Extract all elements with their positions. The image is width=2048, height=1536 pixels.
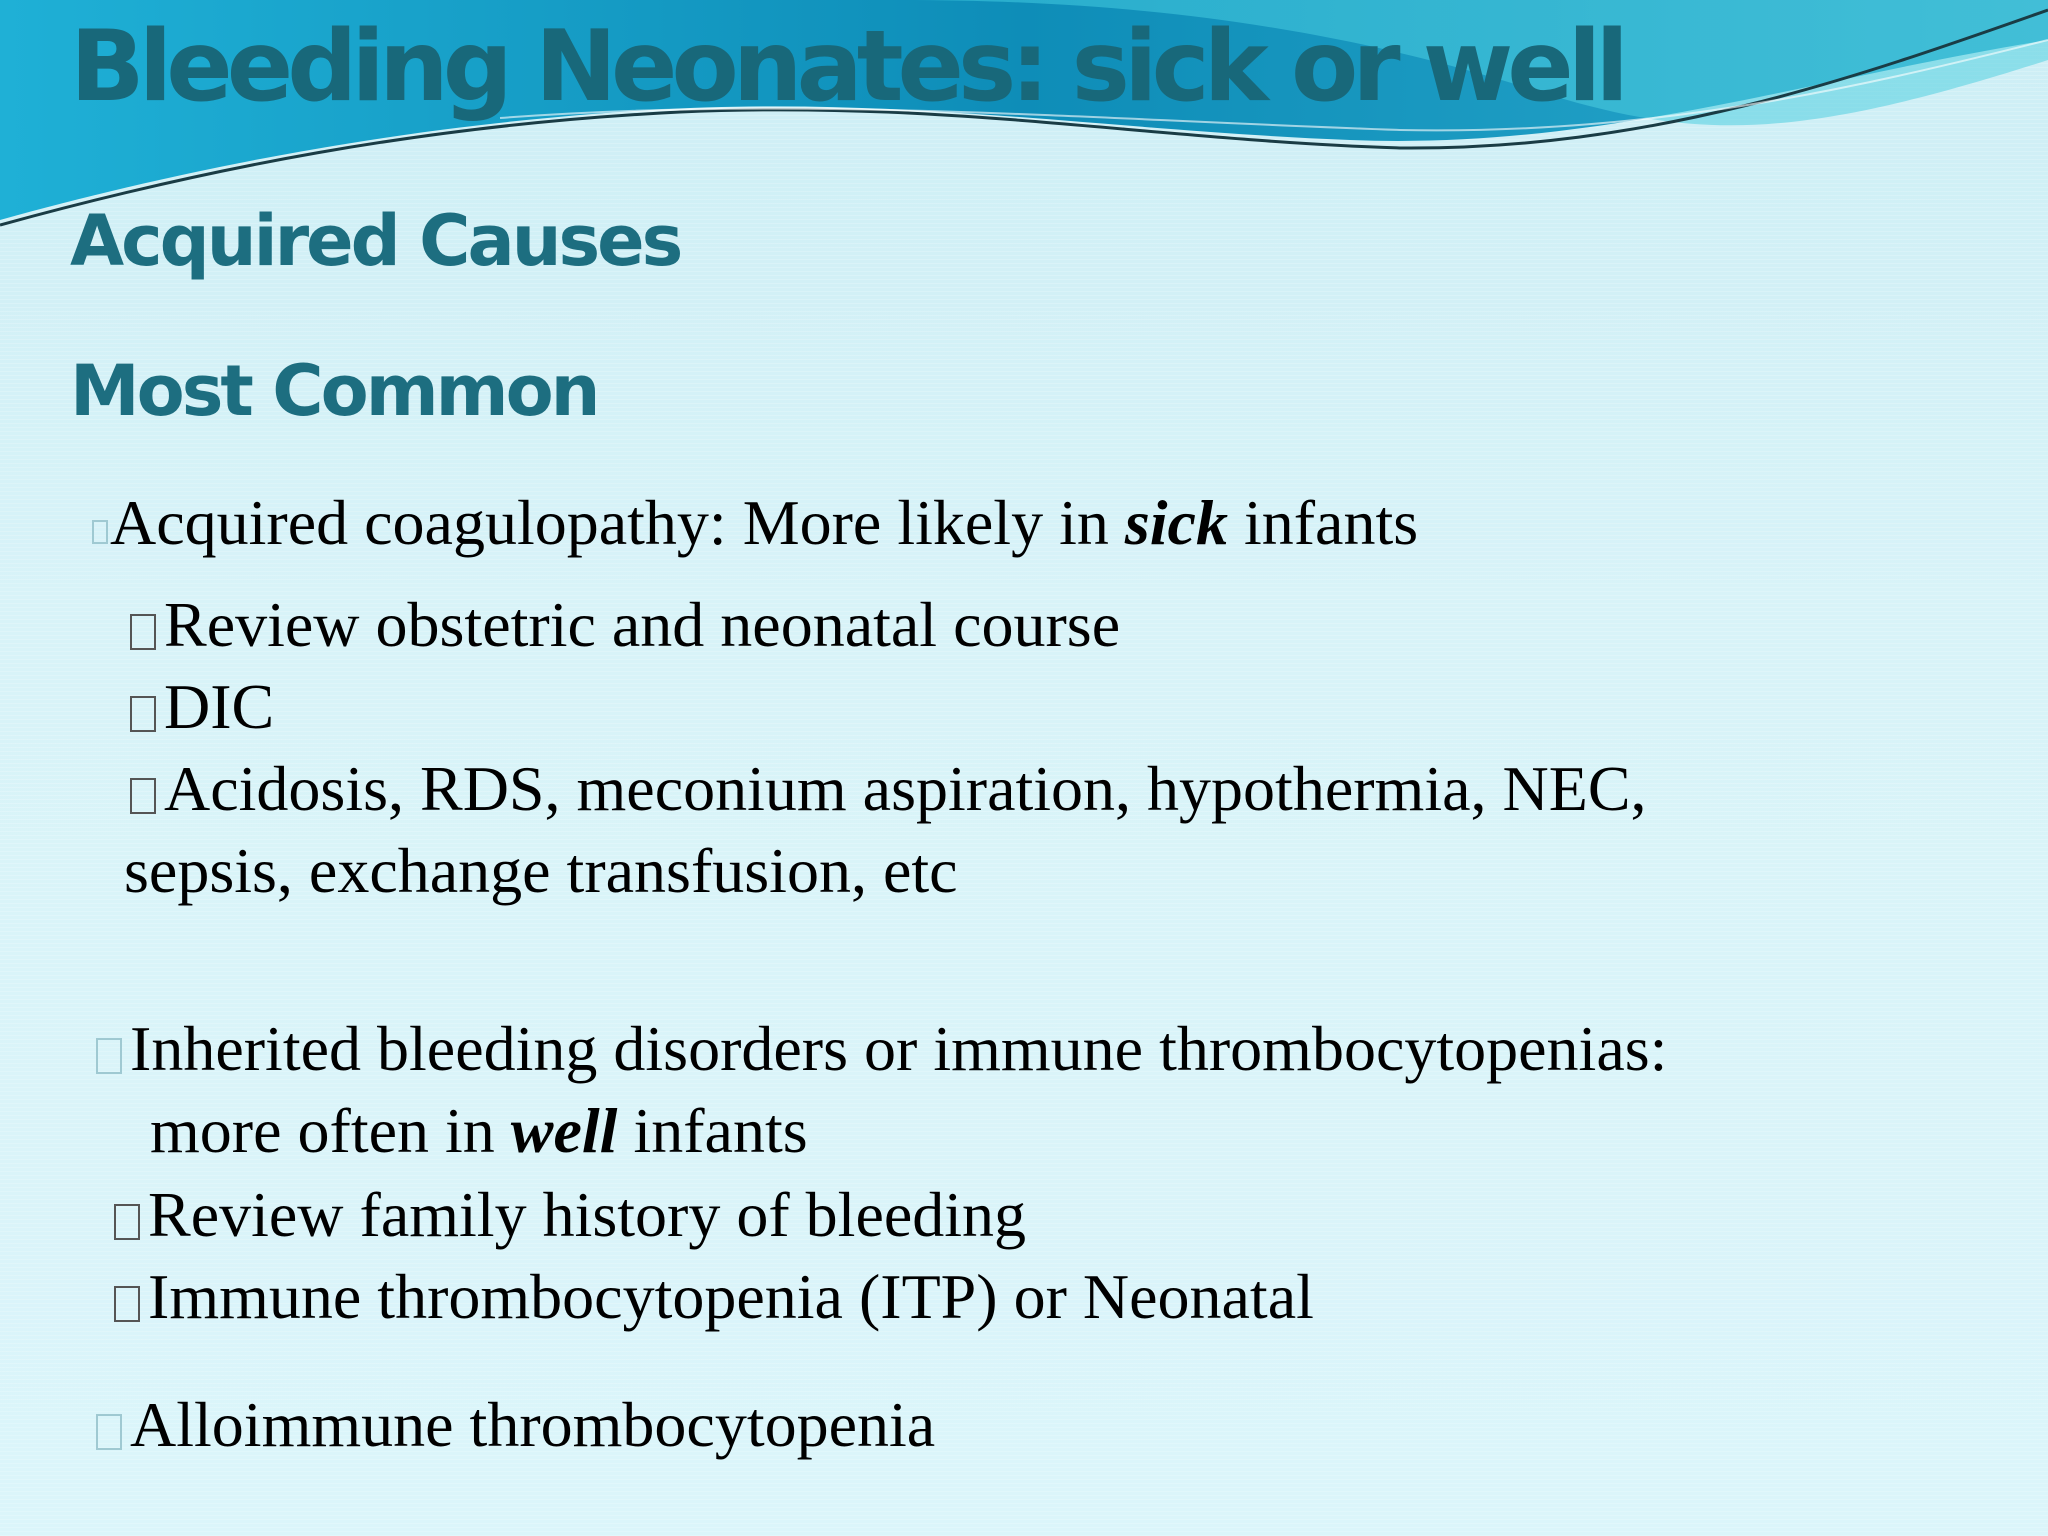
subtitle-acquired-causes: Acquired Causes [70, 200, 681, 282]
bullet-immune-thrombocytopenia [114, 1260, 1314, 1334]
bullet-text: Review obstetric and neonatal course [164, 589, 1121, 660]
bullet-icon [96, 1414, 122, 1450]
bullet-text-prefix: Acquired coagulopathy: More likely in [110, 487, 1125, 558]
bullet-text-prefix: more often in [150, 1095, 511, 1166]
bullet-text-suffix: infants [617, 1095, 808, 1166]
bullet-text: Inherited bleeding disorders or immune thrombocytopenias: [130, 1013, 1668, 1084]
bullet-alloimmune [96, 1388, 935, 1462]
bullet-text: Immune thrombocytopenia (ITP) or Neonatal [148, 1261, 1314, 1332]
bullet-text: Acidosis, RDS, meconium aspiration, hypothermia, NEC, [164, 753, 1647, 824]
bullet-review-family [114, 1178, 1026, 1252]
bullet-icon [130, 778, 156, 814]
bullet-icon [114, 1204, 140, 1240]
bullet-icon [96, 1038, 122, 1074]
slide-title: Bleeding Neonates: sick or well [70, 10, 1623, 124]
bullet-text: DIC [164, 671, 275, 742]
bullet-icon [130, 614, 156, 650]
bullet-icon [92, 520, 108, 544]
bullet-icon [130, 696, 156, 732]
bullet-acidosis [130, 752, 1647, 826]
bullet-inherited-continued [150, 1094, 808, 1168]
bullet-acidosis-continued: sepsis, exchange transfusion, etc [124, 835, 958, 906]
subtitle-most-common: Most Common [70, 350, 598, 432]
bullet-acquired-coagulopathy [92, 486, 1418, 560]
bullet-text: Review family history of bleeding [148, 1179, 1027, 1250]
bullet-text-suffix: infants [1227, 487, 1419, 558]
bullet-review-obstetric [130, 588, 1120, 662]
bullet-text-emphasis: well [510, 1095, 618, 1166]
bullet-text: Alloimmune thrombocytopenia [130, 1389, 936, 1460]
bullet-text-emphasis: sick [1124, 487, 1228, 558]
bullet-icon [114, 1286, 140, 1322]
bullet-dic [130, 670, 274, 744]
bullet-inherited-disorders [96, 1012, 1667, 1086]
